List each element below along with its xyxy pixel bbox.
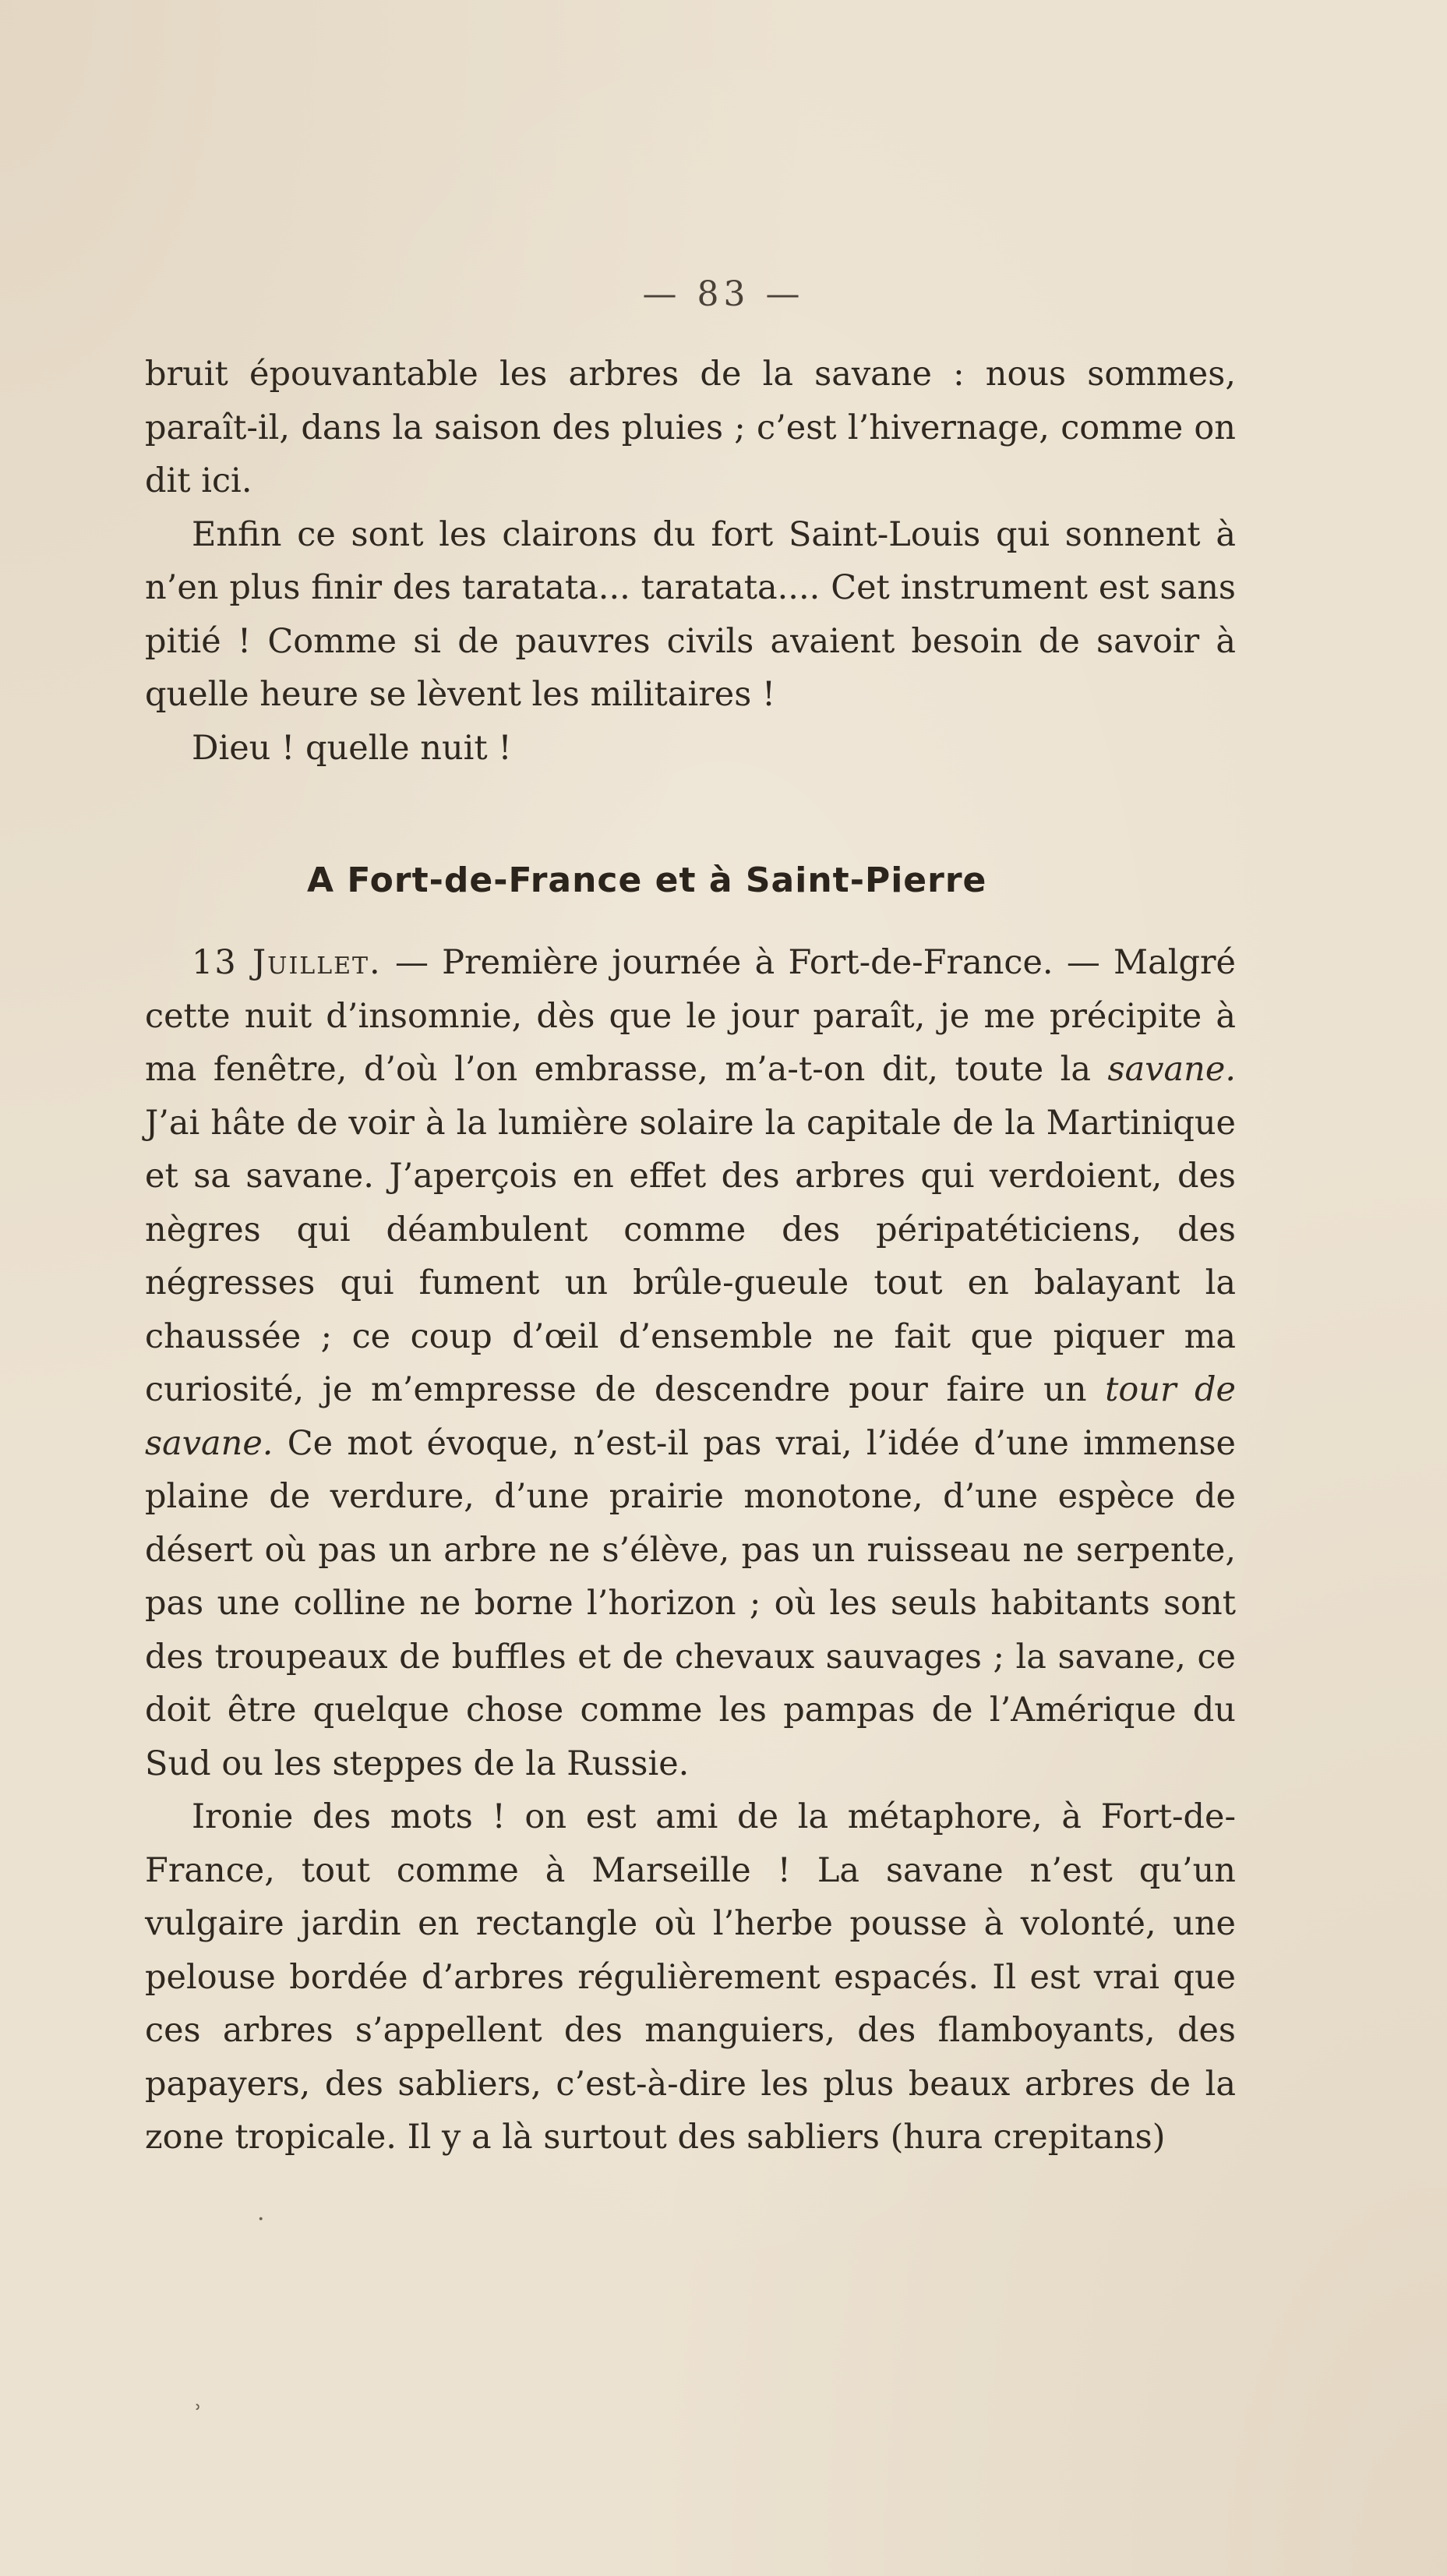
dieu-paragraph: Dieu ! quelle nuit !: [192, 728, 512, 768]
continuation-paragraph: bruit épouvantable les arbres de la savane : nous sommes, paraît-il, dans la saison des pluies ; c’est l’hivernage, comme on dit ici.: [145, 355, 1236, 500]
entry-italic-savane: savane.: [1107, 1050, 1236, 1089]
stray-mark-icon: ·: [257, 2206, 265, 2233]
section-heading: A Fort-de-France et à Saint-Pierre: [307, 860, 987, 900]
stray-mark-icon: ʾ: [195, 2401, 203, 2428]
entry-italic-tour: tour de savane.: [145, 1370, 1236, 1463]
entry-text-3: Ce mot évoque, n’est-il pas vrai, l’idée d’une immense plaine de verdure, d’une prairie monotone, d’une espèce de désert où pas un arbre ne s’élève, pas un ruisseau ne serpente, pas une colline ne borne l’horizon ; où les seuls habitants sont des troupeaux de buffles et de chevaux sauvages ; la savane, ce doit être quelque chose comme les pampas de l’Amérique du Sud ou les steppes de la Russie.: [145, 1423, 1236, 1783]
entry-date: 13 Juillet.: [192, 943, 382, 982]
entry-text-1: — Première journée à Fort-de-France. — Malgré cette nuit d’insomnie, dès que le jour paraît, je me précipite à ma fenêtre, d’où l’on embrasse, m’a-t-on dit, toute la: [145, 943, 1236, 1089]
page-number: — 83 —: [642, 274, 805, 314]
ironie-paragraph: Ironie des mots ! on est ami de la métaphore, à Fort-de-France, tout comme à Marseille ! La savane n’est qu’un vulgaire jardin en rectangle où l’herbe pousse à volonté, une pelouse bordée d’arbres régulièrement espacés. Il est vrai que ces arbres s’appellent des manguiers, des flamboyants, des papayers, des sabliers, c’est-à-dire les plus beaux arbres de la zone tropicale. Il y a là surtout des sabliers (hura crepitans): [145, 1797, 1236, 2157]
entry-text-2: J’ai hâte de voir à la lumière solaire la capitale de la Martinique et sa savane. J’aperçois en effet des arbres qui verdoient, des nègres qui déambulent comme des péripatéticiens, des négresses qui fument un brûle-gueule tout en balayant la chaussée ; ce coup d’œil d’ensemble ne fait que piquer ma curiosité, je m’empresse de descendre pour faire un: [145, 1103, 1236, 1409]
entry-paragraph: [145, 936, 1236, 1790]
body-text: [145, 348, 1236, 2164]
clairons-paragraph: Enfin ce sont les clairons du fort Saint-Louis qui sonnent à n’en plus finir des taratata... taratata.... Cet instrument est sans pitié ! Comme si de pauvres civils avaient besoin de savoir à quelle heure se lèvent les militaires !: [145, 514, 1236, 714]
